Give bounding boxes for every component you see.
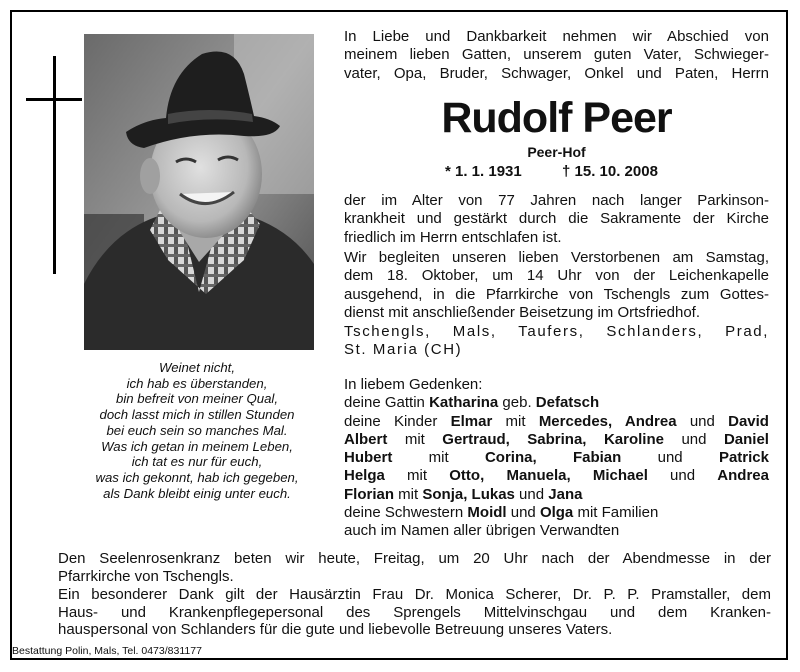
family-text: auch im Namen aller übrigen Verwandten [344, 522, 620, 540]
text-line: friedlich im Herrn entschlafen ist. [344, 228, 562, 246]
family-name: Elmar [450, 412, 493, 430]
family-name: David [728, 412, 769, 430]
text-line: Wir begleiten unseren lieben Verstorbenen am Samstag, [344, 249, 769, 266]
family-name: Mercedes, Andrea [538, 412, 677, 430]
poem-line: bin befreit von meiner Qual, [116, 391, 278, 407]
family-text: mit [492, 412, 539, 430]
family-name: Daniel [723, 430, 769, 448]
text-line: dienst mit anschließender Beisetzung im Ortsfriedhof. [344, 303, 700, 321]
family-name: Otto, Manuela, Michael [449, 467, 648, 485]
family-text: und [506, 504, 540, 522]
poem-line: ich hab es überstanden, [126, 375, 268, 391]
family-name: Jana [548, 485, 583, 503]
cross-bar [26, 98, 82, 101]
family-heading: In liebem Gedenken: [344, 376, 483, 393]
birth-date: * 1. 1. 1931 [445, 163, 522, 180]
poem-line: Was ich getan in meinem Leben, [101, 438, 293, 454]
family-text: mit Familien [573, 504, 659, 522]
family-text: mit [384, 467, 450, 485]
family-line [344, 522, 769, 540]
family-text: und [621, 449, 719, 467]
text-line: Ein besonderer Dank gilt der Hausärztin Frau Dr. Monica Scherer, Dr. P. P. Pramstaller, dem [58, 586, 771, 603]
family-text: deine Gattin [344, 394, 430, 412]
family-text: und [676, 412, 729, 430]
family-text: geb. [498, 394, 536, 412]
family-text: und [514, 485, 549, 503]
text-line: In Liebe und Dankbarkeit nehmen wir Abschied von [344, 28, 769, 45]
family-name: Helga [344, 467, 385, 485]
family-name: Albert [344, 430, 388, 448]
family-line [344, 394, 769, 412]
poem [76, 360, 318, 501]
funeral-home-credit: Bestattung Polin, Mals, Tel. 0473/831177 [12, 645, 202, 657]
text-line: dem 18. Oktober, um 14 Uhr von der Leichenkapelle [344, 267, 769, 285]
text-line: Haus- und Krankenpflegepersonal des Sprengels Mittelvinschgau und dem Kranken- [58, 603, 771, 621]
text-line: Pfarrkirche von Tschengls. [58, 567, 234, 585]
family-text: und [663, 430, 724, 448]
funeral-paragraph [344, 249, 769, 322]
family-text: deine Kinder [344, 412, 451, 430]
rosary-paragraph [58, 550, 771, 585]
family-name: Corina, Fabian [484, 449, 622, 467]
family-name: Patrick [718, 449, 769, 467]
family-name: Florian [344, 485, 395, 503]
family-list [344, 376, 769, 541]
text-line: St. Maria (CH) [344, 341, 463, 359]
poem-line: was ich gekonnt, hab ich gegeben, [95, 469, 299, 485]
family-line [344, 504, 769, 522]
poem-line: als Dank bleibt einig unter euch. [103, 485, 291, 501]
text-line: Den Seelenrosenkranz beten wir heute, Freitag, um 20 Uhr nach der Abendmesse in der [58, 550, 771, 567]
family-line [344, 449, 769, 467]
family-name: Defatsch [535, 394, 600, 412]
text-line: der im Alter von 77 Jahren nach langer Parkinson- [344, 192, 769, 209]
text-line: krankheit und gestärkt durch die Sakramente der Kirche [344, 210, 769, 228]
thanks-paragraph [58, 586, 771, 639]
family-text: mit [394, 485, 423, 503]
family-text: deine Schwestern [344, 504, 468, 522]
family-text: mit [392, 449, 485, 467]
intro-paragraph [344, 28, 769, 83]
family-line [344, 431, 769, 449]
towns-line [344, 323, 769, 360]
family-line [344, 413, 769, 431]
family-text: und [647, 467, 718, 485]
farm-name: Peer-Hof [527, 144, 586, 160]
death-date: † 15. 10. 2008 [562, 163, 658, 180]
family-name: Moidl [467, 504, 507, 522]
portrait-photo [84, 34, 314, 350]
death-paragraph [344, 192, 769, 247]
text-line: meinem lieben Gatten, unserem guten Vater, Schwieger- [344, 46, 769, 64]
family-text: mit [387, 430, 443, 448]
family-name: Olga [539, 504, 574, 522]
poem-line: doch lasst mich in stillen Stunden [99, 407, 295, 423]
cross-icon [53, 56, 56, 274]
poem-line: Weinet nicht, [159, 360, 235, 375]
text-line: hauspersonal von Schlanders für die gute und liebevolle Betreuung unseres Vaters. [58, 621, 613, 638]
text-line: vater, Opa, Bruder, Schwager, Onkel und Paten, Herrn [344, 64, 769, 82]
family-lines [344, 394, 769, 540]
family-name: Katharina [429, 394, 499, 412]
family-name: Sonja, Lukas [422, 485, 515, 503]
deceased-name: Rudolf Peer [441, 94, 672, 142]
text-line: Tschengls, Mals, Taufers, Schlanders, Prad, [344, 323, 769, 340]
family-line [344, 467, 769, 485]
family-line [344, 486, 769, 504]
text-line: ausgehend, in die Pfarrkirche von Tschengls zum Gottes- [344, 285, 769, 303]
poem-line: bei euch sein so manches Mal. [106, 422, 288, 438]
family-name: Hubert [344, 449, 393, 467]
poem-line: ich tat es nur für euch, [131, 454, 263, 470]
family-name: Andrea [717, 467, 769, 485]
family-name: Gertraud, Sabrina, Karoline [442, 430, 664, 448]
